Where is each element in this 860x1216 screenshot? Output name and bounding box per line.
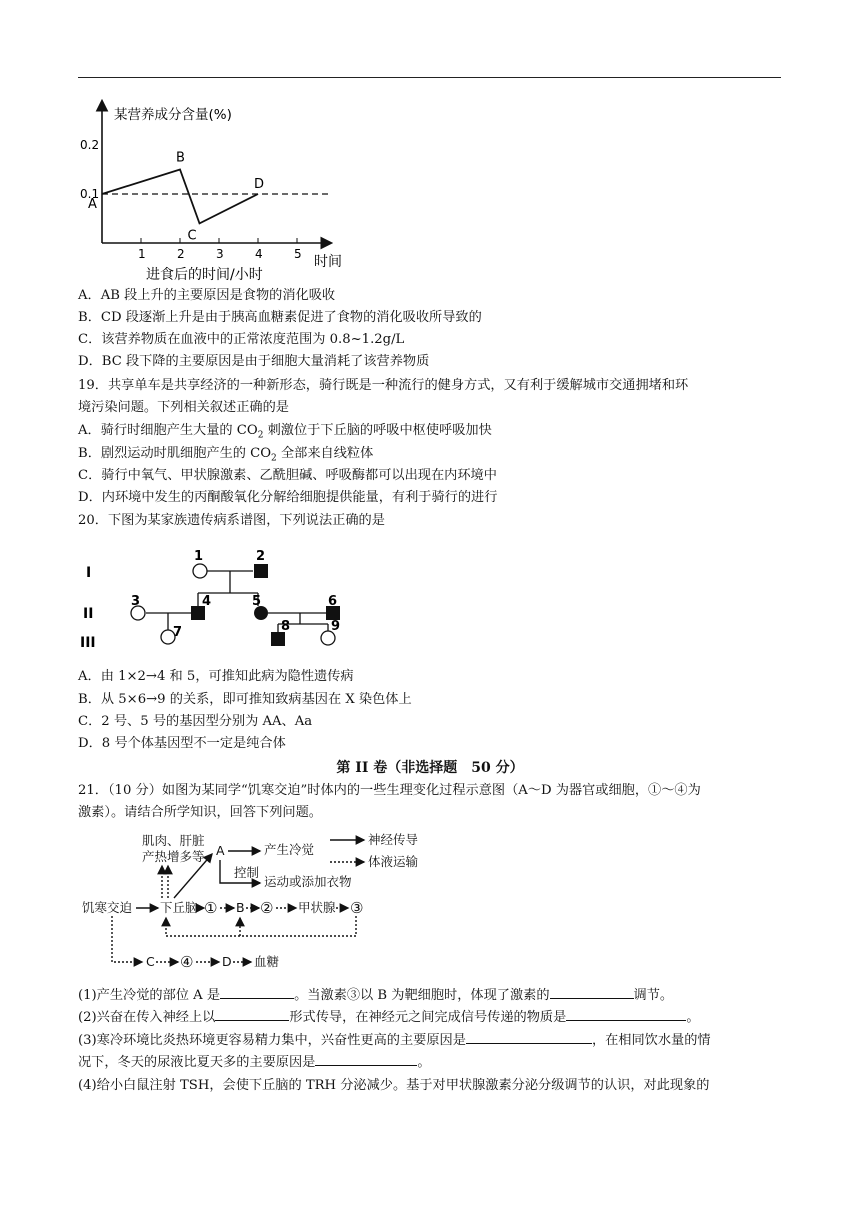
answer-blank-5[interactable] [466, 1030, 592, 1044]
diagram-muscle-liver: 肌肉、肝脏 [142, 833, 205, 848]
q19-stem-line2: 境污染问题。下列相关叙述正确的是 [78, 400, 289, 415]
q20-option-b: B．从 5×6→9 的关系，即可推知致病基因在 X 染色体上 [78, 692, 412, 707]
chart-y-tick-label: 0.1 [80, 187, 100, 201]
chart-point-label: A [88, 197, 97, 212]
diagram-node-c: C [146, 954, 155, 969]
q21-sub3-line2: 况下，冬天的尿液比夏天多的主要原因是 。 [78, 1052, 431, 1074]
q19-option-c: C．骑行中氧气、甲状腺激素、乙酰胆碱、呼吸酶都可以出现在内环境中 [78, 468, 497, 483]
diagram-behavior: 运动或添加衣物 [264, 874, 352, 889]
q21-sub4: (4)给小白鼠注射 TSH，会使下丘脑的 TRH 分泌减少。基于对甲状腺激素分泌分级调节的认识，对此现象的 [78, 1078, 710, 1093]
diagram-hunger-cold: 饥寒交迫 [82, 900, 133, 915]
diagram-hormone-3: ③ [350, 899, 364, 917]
chart-ylabel: 某营养成分含量(%) [114, 107, 232, 123]
q18-option-a: A．AB 段上升的主要原因是食物的消化吸收 [78, 288, 336, 303]
q18-option-c: C．该营养物质在血液中的正常浓度范围为 0.8~1.2g/L [78, 332, 405, 347]
chart-x-tick-label: 3 [216, 247, 224, 261]
q21-stem-line2: 激素）。请结合所学知识，回答下列问题。 [78, 805, 322, 820]
q21-stem-line1: 21．（10 分）如图为某同学“饥寒交迫”时体内的一些生理变化过程示意图（A～D 为器官或细胞，①～④为 [78, 783, 701, 798]
pedigree-gen-2: II [83, 606, 94, 622]
q20-stem: 20．下图为某家族遗传病系谱图，下列说法正确的是 [78, 513, 385, 528]
pedigree-label-1: 1 [194, 549, 204, 564]
diagram-control: 控制 [234, 865, 260, 880]
diagram-legend-nerve: 神经传导 [368, 832, 419, 847]
chart-point-label: C [187, 228, 197, 244]
chart-x-tick-label: 5 [294, 247, 302, 261]
pedigree-individual-2 [254, 564, 268, 578]
pedigree-individual-8 [271, 632, 285, 646]
diagram-node-a: A [216, 843, 225, 858]
diagram-hormone-4: ④ [180, 953, 194, 971]
q19-option-b: B．剧烈运动时肌细胞产生的 $CO_2$ 全部来自线粒体 [78, 446, 374, 464]
answer-blank-3[interactable] [215, 1007, 289, 1021]
q18-option-d: D．BC 段下降的主要原因是由于细胞大量消耗了该营养物质 [78, 354, 430, 369]
diagram-legend-humoral: 体液运输 [368, 854, 419, 869]
pedigree-gen-3: III [80, 635, 96, 651]
diagram-node-d: D [222, 954, 232, 969]
pedigree-individual-1 [193, 564, 207, 578]
q20-option-d: D．8 号个体基因型不一定是纯合体 [78, 736, 286, 751]
pedigree-gen-1: I [86, 565, 92, 581]
diagram-hormone-1: ① [204, 899, 218, 917]
chart-x-tick-label: 2 [177, 247, 185, 261]
q21-sub1: (1)产生冷觉的部位 A 是 。当激素③以 B 为靶细胞时，体现了激素的 调节。 [78, 985, 673, 1007]
chart-point-label: D [254, 177, 265, 192]
q20-option-a: A．由 1×2→4 和 5，可推知此病为隐性遗传病 [78, 669, 354, 684]
answer-blank-4[interactable] [566, 1007, 686, 1021]
nutrient-chart [72, 96, 362, 284]
q21-sub3-line1: (3)寒冷环境比炎热环境更容易精力集中，兴奋性更高的主要原因是 ，在相同饮水量的情 [78, 1030, 711, 1052]
pedigree-label-6: 6 [328, 594, 338, 609]
pedigree-label-4: 4 [202, 594, 212, 609]
pedigree-label-5: 5 [252, 594, 262, 609]
pedigree-chart [74, 546, 364, 656]
diagram-hormone-2: ② [260, 899, 274, 917]
chart-y-tick-label: 0.2 [80, 138, 100, 152]
pedigree-label-2: 2 [256, 549, 266, 564]
diagram-node-b: B [236, 900, 245, 915]
regulation-diagram [78, 826, 438, 978]
q18-option-b: B．CD 段逐渐上升是由于胰高血糖素促进了食物的消化吸收所导致的 [78, 310, 482, 325]
page-top-rule [78, 77, 781, 78]
chart-x-tick-label: 4 [255, 247, 263, 261]
diagram-hypothalamus: 下丘脑 [160, 900, 198, 915]
diagram-blood-sugar: 血糖 [254, 954, 280, 969]
diagram-thyroid: 甲状腺 [298, 900, 336, 915]
q19-option-a: A．骑行时细胞产生大量的 $CO_2$ 刺激位于下丘脑的呼吸中枢使呼吸加快 [78, 423, 492, 441]
q19-stem-line1: 19．共享单车是共享经济的一种新形态，骑行既是一种流行的健身方式，又有利于缓解城市交通拥堵和环 [78, 378, 689, 393]
diagram-heat: 产热增多等 [142, 849, 205, 864]
section-2-title: 第 II 卷（非选择题 50 分） [336, 760, 524, 776]
chart-xlabel-bottom: 进食后的时间/小时 [146, 267, 263, 283]
pedigree-label-9: 9 [331, 619, 341, 634]
chart-x-tick-label: 1 [138, 247, 146, 261]
pedigree-label-3: 3 [131, 594, 141, 609]
answer-blank-6[interactable] [315, 1052, 417, 1066]
chart-xlabel-right: 时间 [314, 254, 342, 270]
diagram-cold-feeling: 产生冷觉 [264, 842, 315, 857]
chart-series-line [102, 170, 258, 224]
answer-blank-2[interactable] [550, 985, 634, 999]
q20-option-c: C．2 号、5 号的基因型分别为 AA、Aa [78, 714, 313, 729]
pedigree-label-8: 8 [281, 619, 291, 634]
answer-blank-1[interactable] [220, 985, 294, 999]
q21-sub2: (2)兴奋在传入神经上以 形式传导，在神经元之间完成信号传递的物质是 。 [78, 1007, 700, 1029]
pedigree-label-7: 7 [173, 625, 183, 640]
q19-option-d: D．内环境中发生的丙酮酸氧化分解给细胞提供能量，有利于骑行的进行 [78, 490, 498, 505]
chart-point-label: B [176, 150, 185, 166]
